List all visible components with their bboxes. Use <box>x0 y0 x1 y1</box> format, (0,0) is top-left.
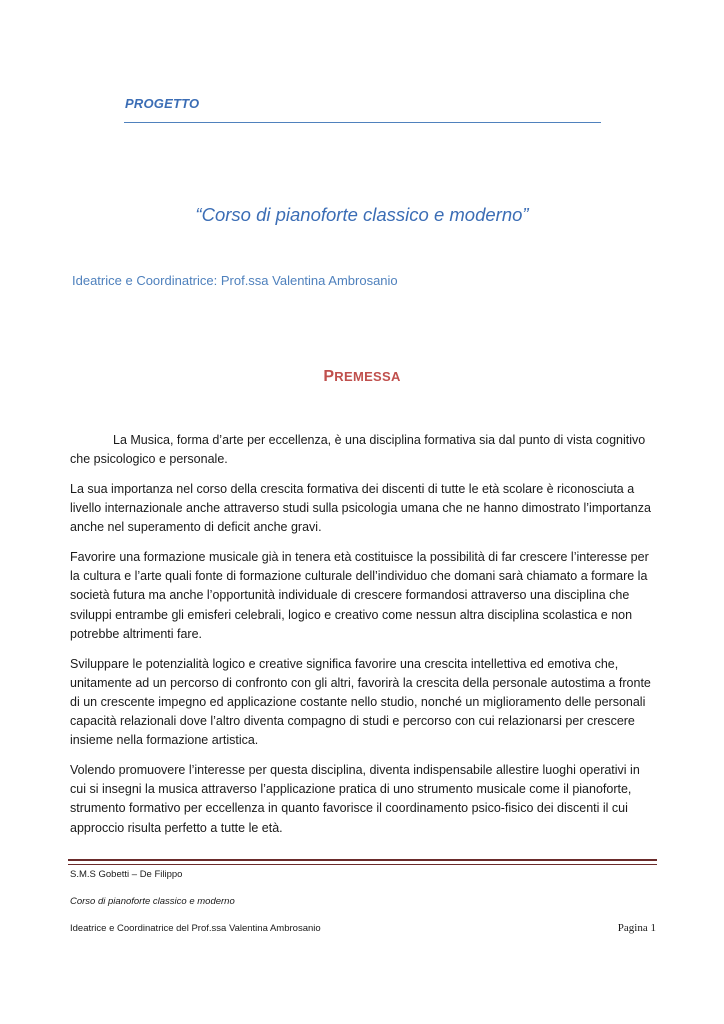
paragraph: La sua importanza nel corso della crescita formativa dei discenti di tutte le età scolare è riconosciuta a livello internazionale anche attraverso studi sulla psicologia umana che ne hanno dimostrato l’importanza anche nel superamento di deficit anche gravi. <box>70 481 651 535</box>
footer-school: S.M.S Gobetti – De Filippo <box>70 869 183 880</box>
section-heading-rest: REMESSA <box>334 369 401 384</box>
footer-divider-thin <box>68 864 657 865</box>
document-title: “Corso di pianoforte classico e moderno” <box>195 204 529 225</box>
section-heading-initial: P <box>323 368 335 385</box>
paragraph: La Musica, forma d’arte per eccellenza, è una disciplina formativa sia dal punto di vista cognitivo che psicologico e personale. <box>70 433 646 467</box>
author-line: Ideatrice e Coordinatrice: Prof.ssa Valentina Ambrosanio <box>72 273 398 288</box>
footer-author: Ideatrice e Coordinatrice del Prof.ssa Valentina Ambrosanio <box>70 923 321 934</box>
header-divider <box>124 122 601 123</box>
footer-course-title: Corso di pianoforte classico e moderno <box>70 896 235 907</box>
paragraph: Favorire una formazione musicale già in tenera età costituisce la possibilità di far crescere l’interesse per la cultura e l’arte quali fonte di formazione culturale dell’individuo che domani sarà chiamato a formare la società futura ma anche l’opportunità individuale di crescere formandosi attraverso una disciplina che sviluppi entrambe gli emisferi celebrali, logico e creativo come nessun altra disciplina scolastica e non potrebbe altrimenti fare. <box>70 550 649 641</box>
body-text <box>70 431 656 848</box>
paragraph: Volendo promuovere l’interesse per questa disciplina, diventa indispensabile allestire luoghi operativi in cui si insegni la musica attraverso l’applicazione pratica di uno strumento musicale come il pianoforte, strumento formativo per eccellenza in quanto favorisce il coordinamento psico-fisico dei discenti il cui approccio risulta perfetto a tutte le età. <box>70 763 640 835</box>
footer-divider-thick <box>68 859 657 861</box>
paragraph: Sviluppare le potenzialità logico e creative significa favorire una crescita intellettiva ed emotiva che, unitamente ad un percorso di confronto con gli altri, favorirà la crescita della personale autostima a fronte di un crescente impegno ed applicazione costante nello studio, nonché un miglioramento delle personali capacità relazionali dove l’altro diventa compagno di studi e percorso con cui relazionarsi per crescere insieme nella formazione artistica. <box>70 656 651 748</box>
header-label: PROGETTO <box>125 96 200 111</box>
page-number: Pagina 1 <box>617 922 656 934</box>
section-heading-premessa <box>0 368 724 386</box>
